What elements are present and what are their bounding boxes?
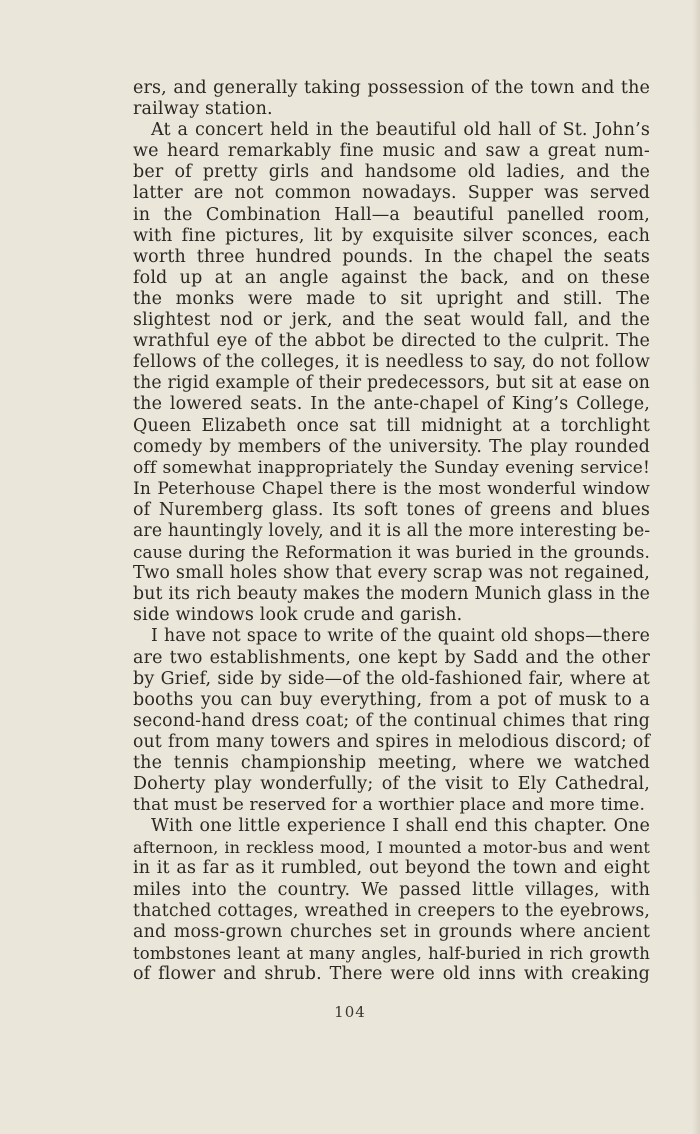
text-line: railway station. — [133, 99, 273, 120]
text-line: with fine pictures, lit by exquisite silver sconces, each — [133, 225, 650, 246]
text-line: fellows of the colleges, it is needless to say, do not follow — [133, 352, 650, 373]
text-line: but its rich beauty makes the modern Munich glass in the — [133, 584, 650, 605]
text-line: ber of pretty girls and handsome old ladies, and the — [133, 162, 650, 183]
text-line: cause during the Reformation it was buried in the grounds. — [133, 542, 650, 563]
text-line: thatched cottages, wreathed in creepers to the eyebrows, — [133, 900, 650, 921]
text-line: the tennis championship meeting, where we watched — [133, 753, 650, 773]
page-number: 104 — [334, 1003, 366, 1021]
text-line: by Grief, side by side—of the old-fashioned fair, where at — [133, 668, 650, 689]
text-line: the lowered seats. In the ante-chapel of King’s College, — [133, 394, 650, 415]
text-line: that must be reserved for a worthier place and more time. — [133, 795, 646, 816]
text-line: the rigid example of their predecessors, but sit at ease on — [133, 373, 650, 394]
text-line: miles into the country. We passed little villages, with — [133, 879, 650, 900]
text-line: comedy by members of the university. The play rounded — [133, 436, 650, 457]
text-line: in it as far as it rumbled, out beyond the town and eight — [133, 858, 650, 879]
text-line: ers, and generally taking possession of the town and the — [133, 78, 650, 98]
text-line: are hauntingly lovely, and it is all the more interesting be- — [133, 520, 651, 541]
text-line: second-hand dress coat; of the continual chimes that ring — [133, 710, 650, 731]
text-line: in the Combination Hall—a beautiful panelled room, — [133, 204, 650, 225]
text-line: off somewhat inappropriately the Sunday evening service! — [133, 457, 650, 478]
text-line: of flower and shrub. There were old inns with creaking — [133, 963, 650, 984]
text-line: side windows look crude and garish. — [133, 605, 463, 626]
text-line: we heard remarkably fine music and saw a great num- — [133, 141, 650, 162]
text-line: tombstones leant at many angles, half-buried in rich growth — [133, 943, 650, 963]
text-line: afternoon, in reckless mood, I mounted a motor-bus and went — [133, 838, 650, 858]
text-line: In Peterhouse Chapel there is the most wonderful window — [133, 478, 650, 499]
text-line: Doherty play wonderfully; of the visit to Ely Cathedral, — [133, 774, 650, 795]
text-line: I have not space to write of the quaint old shops—there — [151, 626, 650, 647]
body-text — [133, 78, 650, 985]
text-line: booths you can buy everything, from a pot of musk to a — [133, 689, 650, 710]
text-line: of Nuremberg glass. Its soft tones of greens and blues — [133, 499, 650, 520]
text-line: are two establishments, one kept by Sadd and the other — [133, 647, 650, 668]
text-line: wrathful eye of the abbot be directed to the culprit. The — [133, 331, 650, 352]
text-line: out from many towers and spires in melodious discord; of — [133, 731, 650, 752]
text-line: At a concert held in the beautiful old hall of St. John’s — [151, 120, 650, 141]
text-line: With one little experience I shall end this chapter. One — [151, 816, 650, 837]
text-line: Queen Elizabeth once sat till midnight at a torchlight — [133, 415, 650, 436]
text-line: fold up at an angle against the back, and on these — [133, 267, 650, 288]
text-line: and moss-grown churches set in grounds where ancient — [133, 921, 650, 942]
text-line: latter are not common nowadays. Supper was served — [133, 183, 650, 204]
page-edge-shadow — [692, 0, 700, 1134]
text-line: Two small holes show that every scrap was not regained, — [133, 563, 650, 584]
text-line: slightest nod or jerk, and the seat would fall, and the — [133, 310, 650, 331]
text-line: worth three hundred pounds. In the chapel the seats — [133, 246, 650, 267]
text-line: the monks were made to sit upright and still. The — [133, 288, 650, 309]
